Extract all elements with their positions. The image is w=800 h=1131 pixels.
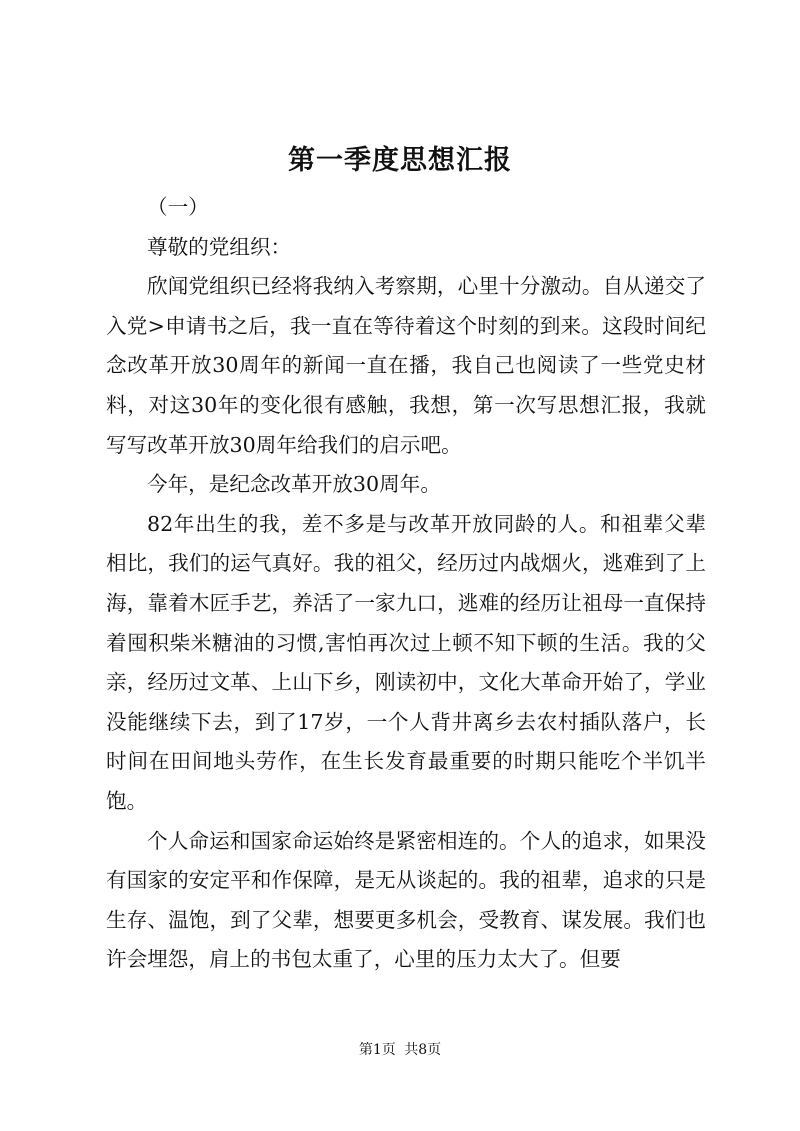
paragraph-destiny: 个人命运和国家命运始终是紧密相连的。个人的追求，如果没有国家的安定平和作保障，是无从谈起的。我的祖辈，追求的只是生存、温饱，到了父辈，想要更多机会，受教育、谋发展。我们也许会埋怨，肩上的书包太重了，心里的压力太大了。但要	[106, 828, 706, 972]
page-footer	[0, 1040, 800, 1060]
document-body	[106, 188, 706, 980]
paragraph-anniversary: 今年，是纪念改革开放30周年。	[147, 472, 441, 497]
section-label: （一）	[147, 195, 209, 219]
page-number: 第1页	[358, 1042, 396, 1058]
page-total: 共8页	[404, 1042, 442, 1058]
paragraph-family-history: 82年出生的我，差不多是与改革开放同龄的人。和祖辈父辈相比，我们的运气真好。我的祖父，经历过内战烟火，逃难到了上海，靠着木匠手艺，养活了一家九口，逃难的经历让祖母一直保持着囤积柴米糖油的习惯,害怕再次过上顿不知下顿的生活。我的父亲，经历过文革、上山下乡，刚读初中，文化大革命开始了，学业没能继续下去，到了17岁，一个人背井离乡去农村插队落户，长时间在田间地头劳作，在生长发育最重要的时期只能吃个半饥半饱。	[106, 511, 706, 813]
paragraph-intro: 欣闻党组织已经将我纳入考察期，心里十分激动。自从递交了入党>申请书之后，我一直在等待着这个时刻的到来。这段时间纪念改革开放30周年的新闻一直在播，我自己也阅读了一些党史材料，对这30年的变化很有感触，我想，第一次写思想汇报，我就写写改革开放30周年给我们的启示吧。	[106, 274, 706, 457]
salutation: 尊敬的党组织：	[147, 234, 292, 259]
page-title: 第一季度思想汇报	[288, 145, 512, 176]
